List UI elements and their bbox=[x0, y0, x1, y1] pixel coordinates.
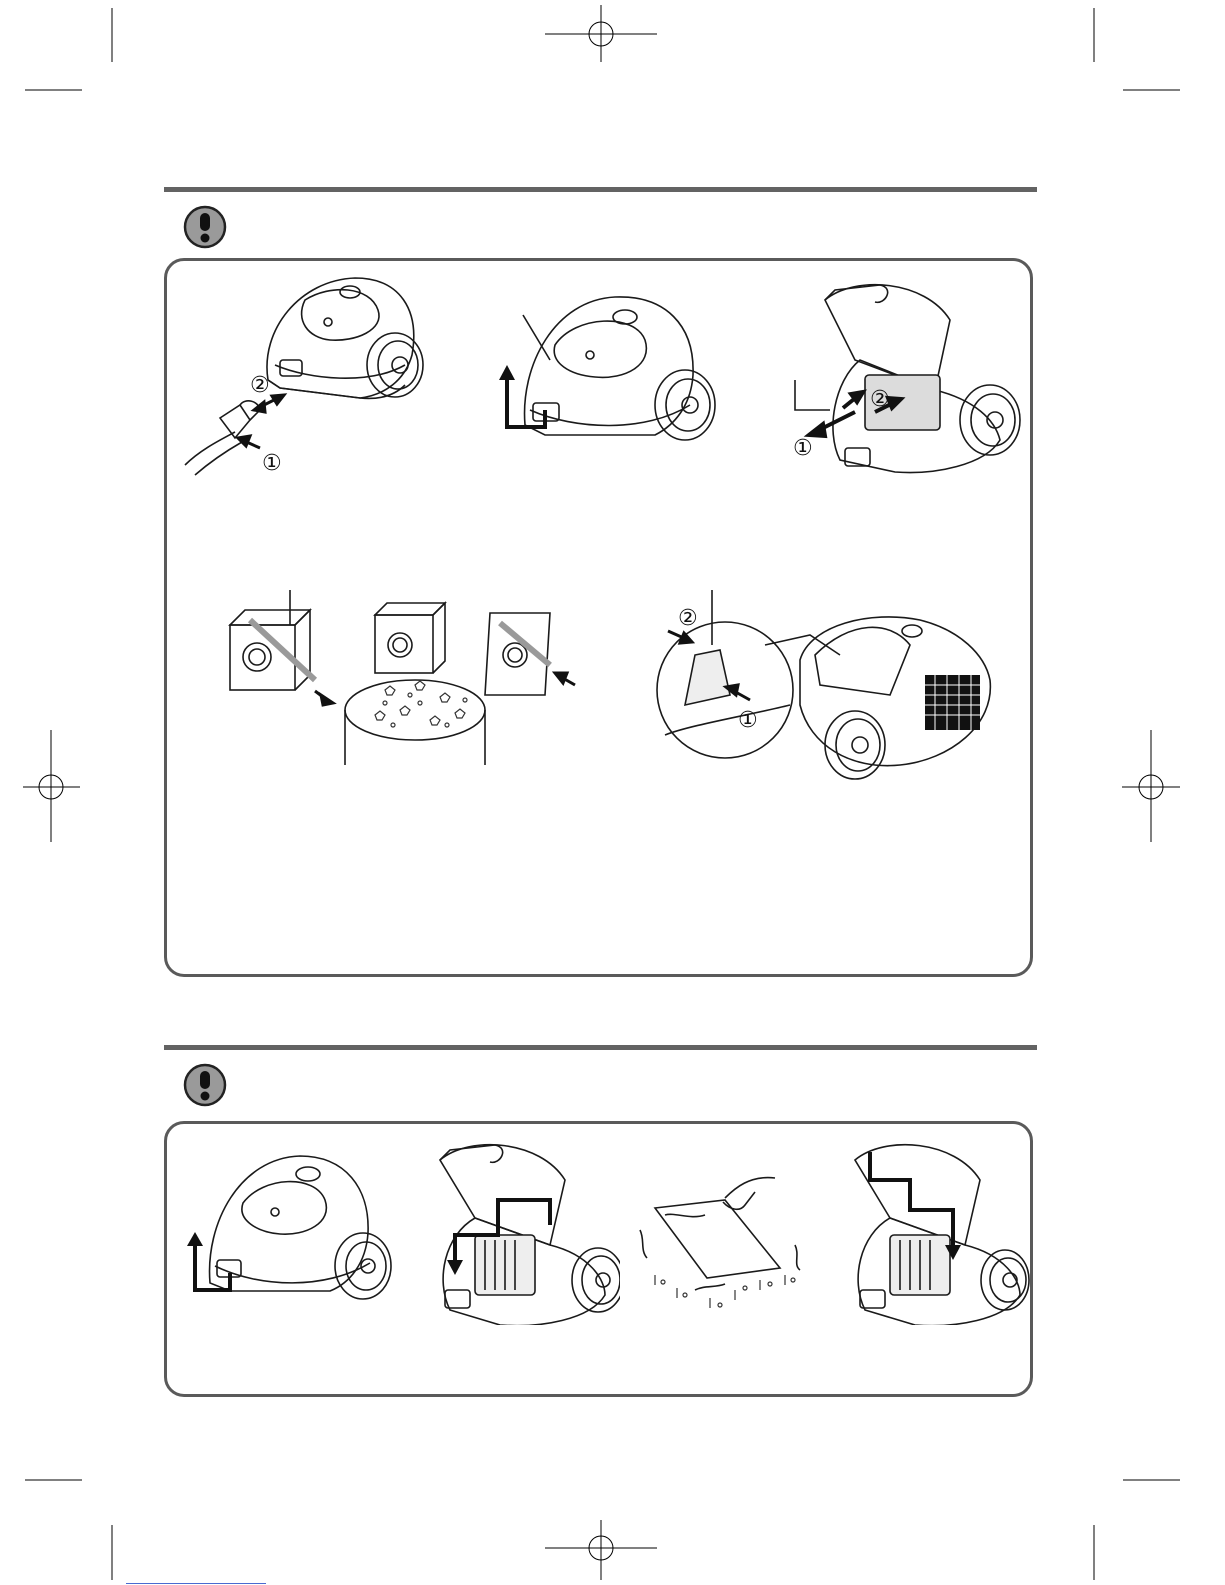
figure-open-cover-2 bbox=[185, 1148, 395, 1318]
registration-mark-right bbox=[1122, 730, 1180, 842]
registration-mark-bottom bbox=[545, 1520, 657, 1580]
step-1-label: ① bbox=[262, 451, 282, 476]
figure-dispose-dust-bag bbox=[215, 585, 605, 765]
registration-mark-left bbox=[23, 730, 80, 842]
figure-remove-filter bbox=[420, 1140, 620, 1325]
figure-reinsert-filter bbox=[835, 1140, 1030, 1325]
figure-remove-dust-bag bbox=[785, 280, 1025, 485]
figure-open-cover bbox=[495, 285, 725, 470]
section-2-rule bbox=[164, 1045, 1037, 1050]
warning-exclamation-icon bbox=[183, 205, 227, 249]
warning-exclamation-icon bbox=[183, 1063, 227, 1107]
step-1-label: ① bbox=[793, 436, 813, 461]
step-2-label: ② bbox=[678, 606, 698, 631]
step-2-label: ② bbox=[870, 387, 890, 412]
figure-insert-new-dust-bag bbox=[650, 585, 1010, 785]
exhaust-grille bbox=[925, 675, 980, 730]
step-1-label: ① bbox=[738, 708, 758, 733]
registration-mark-top bbox=[545, 5, 657, 62]
step-2-label: ② bbox=[250, 373, 270, 398]
figure-hose-removal bbox=[180, 270, 440, 480]
bottom-link-line bbox=[126, 1583, 266, 1584]
figure-shake-filter bbox=[635, 1170, 810, 1315]
section-1-rule bbox=[164, 187, 1037, 192]
